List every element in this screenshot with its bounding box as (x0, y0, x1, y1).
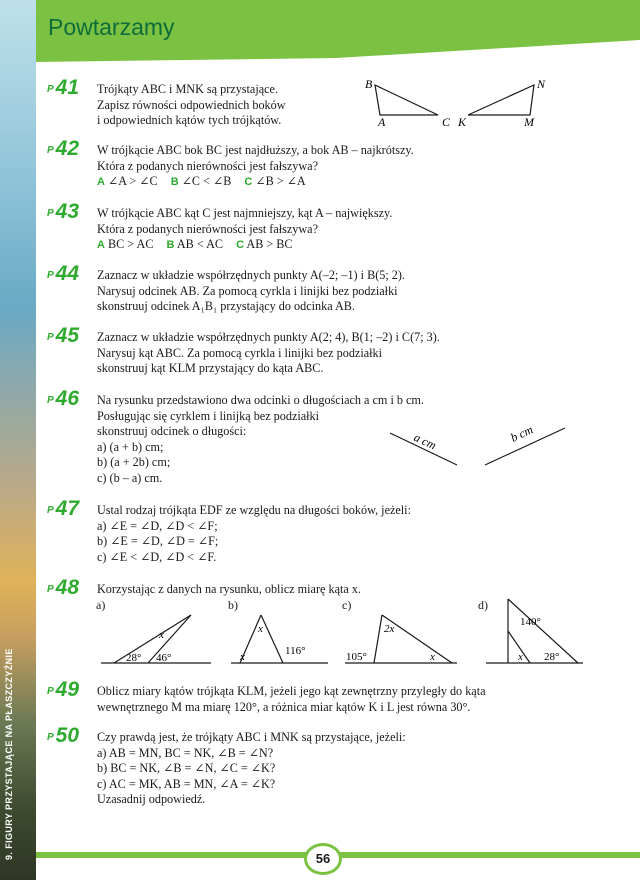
figure-48a (96, 610, 216, 670)
page-title: Powtarzamy (48, 14, 175, 40)
angle-105: 105° (346, 651, 367, 663)
angle-x-base: x (240, 651, 245, 663)
fig48-d-label: d) (478, 598, 488, 612)
fig48-b-label: b) (228, 598, 238, 612)
label-A: A (378, 115, 386, 126)
figure-48d (478, 596, 588, 670)
angle-x: x (518, 651, 523, 663)
label-N: N (537, 77, 546, 91)
angle-x: x (430, 651, 435, 663)
label-K: K (458, 115, 467, 126)
options-43: A BC > AC B AB < AC C AB > BC (97, 237, 293, 251)
angle-x: x (159, 629, 164, 641)
angle-28: 28° (126, 652, 142, 664)
figure-41-triangles (360, 76, 560, 126)
figure-48b (228, 610, 333, 670)
fig48-a-label: a) (96, 598, 106, 612)
segment-a-label: a cm (411, 430, 439, 453)
options-42: A ∠A > ∠C B ∠C < ∠B C ∠B > ∠A (97, 174, 306, 188)
chapter-label: 9. FIGURY PRZYSTAJĄCE NA PŁASZCZYŹNIE (4, 648, 14, 860)
figure-48c (342, 610, 462, 670)
page-number: 56 (304, 843, 342, 875)
figure-46-segments (385, 420, 585, 470)
angle-46: 46° (156, 652, 172, 664)
angle-x-top: x (258, 623, 263, 635)
label-C: C (442, 115, 451, 126)
fig48-c-label: c) (342, 598, 352, 612)
angle-116: 116° (285, 645, 306, 657)
segment-b-label: b cm (508, 422, 536, 445)
angle-28: 28° (544, 651, 560, 663)
label-M: M (524, 115, 534, 126)
angle-2x: 2x (384, 623, 395, 635)
angle-140: 140° (520, 616, 541, 628)
side-strip (0, 0, 36, 880)
label-B: B (365, 77, 373, 91)
